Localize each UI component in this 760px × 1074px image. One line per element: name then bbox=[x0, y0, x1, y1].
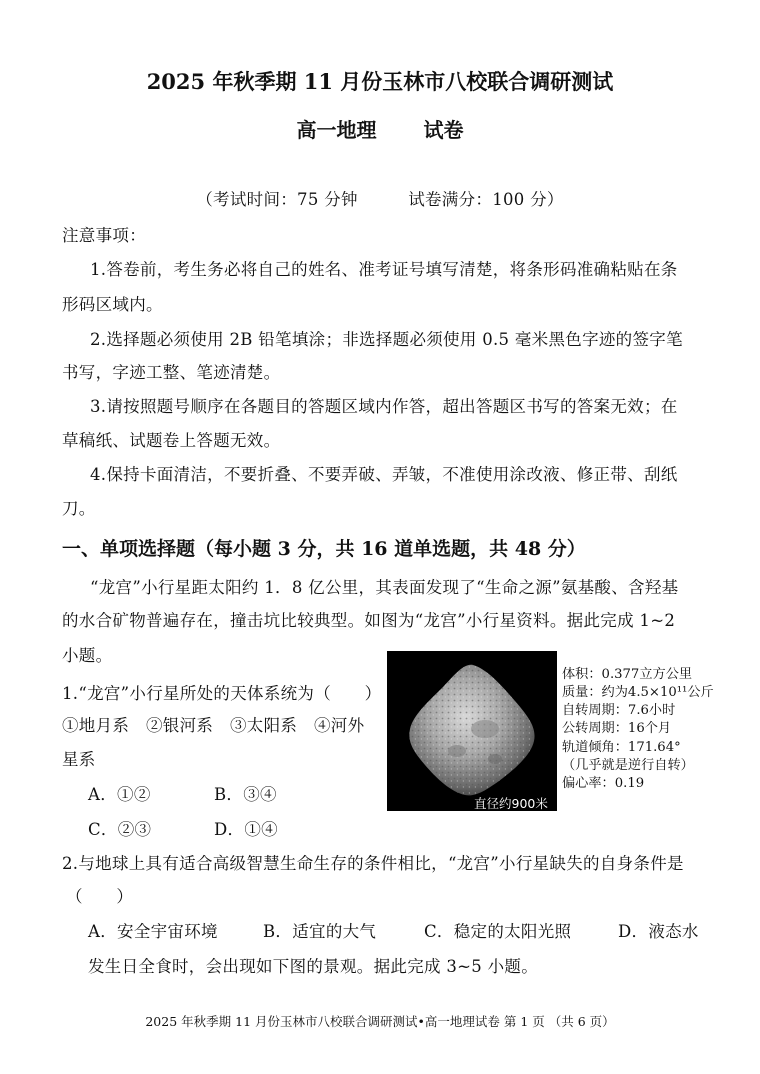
question-1-choice-a: A．①② bbox=[88, 785, 151, 804]
note-1-line-2: 形码区域内。 bbox=[62, 295, 163, 314]
info-volume: 体积：0.377立方公里 bbox=[562, 667, 693, 682]
question-2-paren: （ ） bbox=[66, 887, 134, 906]
question-1-stem: 1.“龙宫”小行星所处的天体系统为（ ） bbox=[62, 684, 382, 703]
info-inclination: 轨道倾角：171.64° bbox=[562, 740, 681, 755]
info-mass: 质量：约为4.5×10¹¹公斤 bbox=[562, 685, 714, 700]
question-1-choice-d: D．①④ bbox=[214, 820, 278, 839]
question-1-choice-b: B．③④ bbox=[214, 785, 277, 804]
asteroid-image bbox=[387, 651, 557, 811]
notes-title: 注意事项： bbox=[62, 226, 146, 245]
question-1-options: ①地月系 ②银河系 ③太阳系 ④河外 bbox=[62, 716, 365, 735]
note-1-line-1: 1.答卷前，考生务必将自己的姓名、准考证号填写清楚，将条形码准确粘贴在条 bbox=[90, 260, 678, 279]
page-footer: 2025 年秋季期 11 月份玉林市八校联合调研测试•高一地理试卷 第 1 页 （共 6 页） bbox=[145, 1014, 615, 1029]
note-2-line-1: 2.选择题必须使用 2B 铅笔填涂；非选择题必须使用 0.5 毫米黑色字迹的签字笔 bbox=[90, 330, 683, 349]
passage-1-line-3: 小题。 bbox=[62, 646, 113, 665]
section-1-title: 一、单项选择题（每小题 3 分，共 16 道单选题，共 48 分） bbox=[62, 538, 586, 560]
note-4-line-2: 刀。 bbox=[62, 499, 96, 518]
asteroid-caption: 直径约900米 bbox=[474, 796, 548, 811]
note-3-line-1: 3.请按照题号顺序在各题目的答题区域内作答，超出答题区书写的答案无效；在 bbox=[90, 397, 678, 416]
question-2-choice-c: C．稳定的太阳光照 bbox=[424, 922, 572, 941]
question-2-stem: 2.与地球上具有适合高级智慧生命生存的条件相比，“龙宫”小行星缺失的自身条件是 bbox=[62, 854, 684, 873]
note-2-line-2: 书写，字迹工整、笔迹清楚。 bbox=[62, 363, 281, 382]
info-orbital-period: 公转周期：16个月 bbox=[562, 721, 672, 736]
passage-2: 发生日全食时，会出现如下图的景观。据此完成 3~5 小题。 bbox=[88, 957, 539, 976]
note-4-line-1: 4.保持卡面清洁，不要折叠、不要弄破、弄皱，不准使用涂改液、修正带、刮纸 bbox=[90, 465, 678, 484]
info-eccentricity: 偏心率：0.19 bbox=[562, 776, 645, 791]
info-retrograde-note: （几乎就是逆行自转） bbox=[562, 758, 694, 773]
question-1-options-cont: 星系 bbox=[62, 750, 96, 769]
note-3-line-2: 草稿纸、试题卷上答题无效。 bbox=[62, 431, 281, 450]
exam-info: （考试时间：75 分钟 试卷满分：100 分） bbox=[196, 190, 564, 209]
question-2-choice-b: B．适宜的大气 bbox=[263, 922, 377, 941]
exam-subtitle: 高一地理 试卷 bbox=[296, 118, 464, 142]
question-2-choice-d: D．液态水 bbox=[618, 922, 699, 941]
question-1-choice-c: C．②③ bbox=[88, 820, 152, 839]
passage-1-line-2: 的水合矿物普遍存在，撞击坑比较典型。如图为“龙宫”小行星资料。据此完成 1~2 bbox=[62, 611, 676, 630]
question-2-choice-a: A．安全宇宙环境 bbox=[88, 922, 218, 941]
info-rotation-period: 自转周期：7.6小时 bbox=[562, 703, 676, 718]
passage-1-line-1: “龙宫”小行星距太阳约 1．8 亿公里，其表面发现了“生命之源”氨基酸、含羟基 bbox=[90, 578, 679, 597]
exam-title: 2025 年秋季期 11 月份玉林市八校联合调研测试 bbox=[146, 69, 614, 94]
asteroid-ryugu-icon bbox=[387, 651, 557, 811]
